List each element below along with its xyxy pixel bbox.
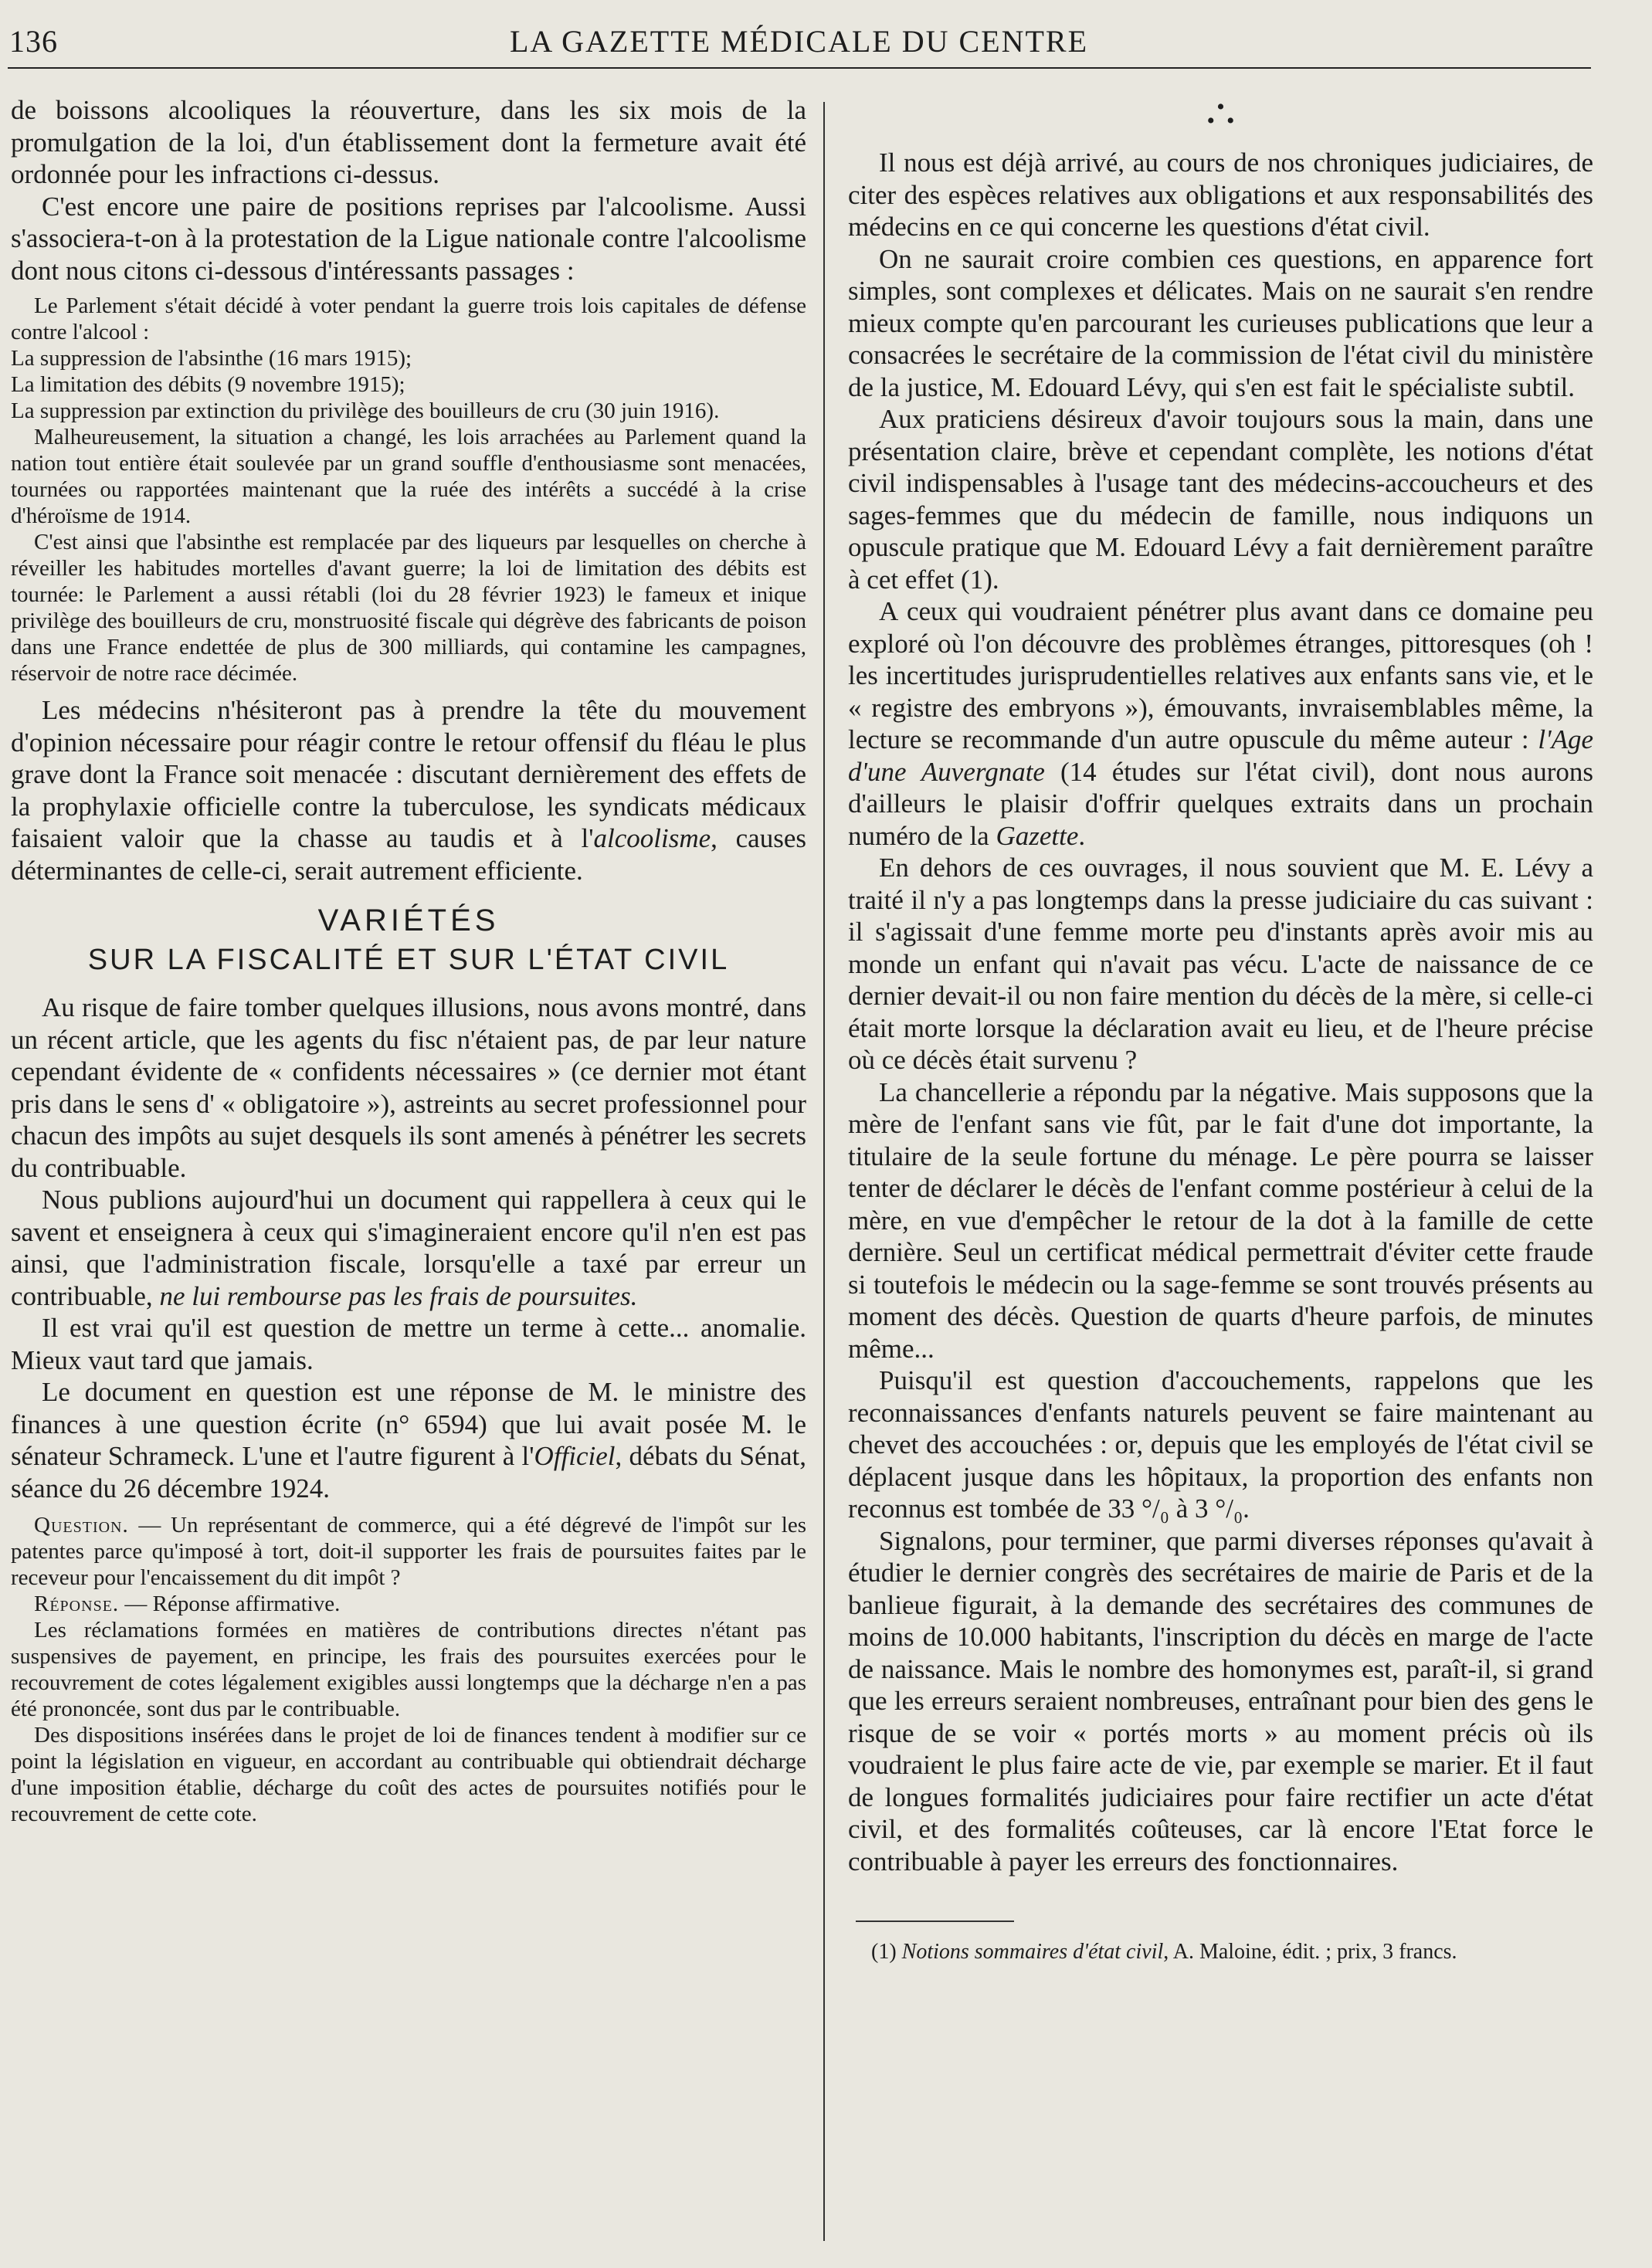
left-column <box>11 94 806 1827</box>
quote-intro: Le Parlement s'était décidé à voter pendant la guerre trois lois capitales de défense contre l'alcool : <box>11 293 806 344</box>
quote-item-debits: La limitation des débits (9 novembre 1915); <box>11 372 405 397</box>
quote-malheureusement: Malheureusement, la situation a changé, les lois arrachées au Parlement quand la nation tout entière était soulevée par un grand souffle d'enthousiasme sont menacées, tournées ou rapportées maintenant que la ruée des intérêts a succédé à la crise d'héroïsme de 1914. <box>11 425 806 528</box>
paragraph-officiel: Le document en question est une réponse de M. le ministre des finances à une question écrite (n° 6594) que lui avait posée M. le sénateur Schrameck. L'une et l'autre figurent à l'Officiel, débats du Sénat, séance du 26 décembre 1924. <box>11 1377 806 1504</box>
page-header <box>0 0 1652 71</box>
paragraph-continuation: de boissons alcooliques la réouverture, dans les six mois de la promulgation de la loi, d'un établissement dont la fermeture avait été ordonnée pour les infractions ci-dessus. <box>11 95 806 189</box>
separator-asterism <box>848 94 1593 147</box>
answer-paragraph: Réponse. — Réponse affirmative. <box>34 1592 341 1616</box>
answer-label: Réponse. <box>34 1592 120 1616</box>
asterism-top-dot: • <box>1216 94 1225 120</box>
paragraph-chroniques: Il nous est déjà arrivé, au cours de nos chroniques judiciaires, de citer des espèces relatives aux obligations et aux responsabilités des médecins en ce qui concerne les questions d'état civil. <box>848 147 1593 242</box>
question-paragraph: Question. — Un représentant de commerce, qui a été dégrevé de l'impôt sur les patentes parce qu'imposé à tort, doit-il supporter les frais de poursuites faites par le receveur pour l'encaissement du dit impôt ? <box>11 1513 806 1590</box>
paragraph-praticiens: Aux praticiens désireux d'avoir toujours sous la main, dans une présentation claire, brève et cependant complète, les notions d'état civil indispensables à l'usage tant des médecins-accoucheurs et des sages-femmes que du médecin de famille, nous indiquons un opuscule pratique que M. Edouard Lévy a fait dernièrement paraître à cet effet (1). <box>848 404 1593 595</box>
page-number: 136 <box>9 24 58 59</box>
quote-item-bouilleurs: La suppression par extinction du privilège des bouilleurs de cru (30 juin 1916). <box>11 398 720 423</box>
paragraph-document: Nous publions aujourd'hui un document qui rappellera à ceux qui le savent et enseignera à ceux qui s'imagineraient encore qu'il n'en est pas ainsi, que l'administration fiscale, lorsqu'elle a taxé par erreur un contribuable, ne lui rembourse pas les frais de poursuites. <box>11 1185 806 1311</box>
emphasis-alcoolisme: alcoolisme <box>593 823 711 853</box>
section-subtitle: SUR LA FISCALITÉ ET SUR L'ÉTAT CIVIL <box>87 944 730 976</box>
paragraph-anomalie: Il est vrai qu'il est question de mettre un terme à cette... anomalie. Mieux vaut tard que jamais. <box>11 1313 806 1375</box>
paragraph-signalons: Signalons, pour terminer, que parmi diverses réponses qu'avait à étudier le dernier congrès des secrétaires de mairie de Paris et de la banlieue figurait, à la demande des secrétaires des communes de moins de 10.000 habitants, l'inscription du décès en marge de l'acte de naissance. Mais le nombre des homonymes est, paraît-il, si grand que les erreurs seraient nombreuses, entraînant pour bien des gens le risque de se voir « portés morts » au moment précis où ils voudraient le plus faire acte de vie, par exemple se marier. Et il faut de longues formalités judiciaires pour faire rectifier un acte d'état civil, et des formalités coûteuses, car là encore l'Etat force le contribuable à payer les erreurs des fonctionnaires. <box>848 1525 1593 1876</box>
emphasis-frais: ne lui rembourse pas les frais de poursuites. <box>159 1280 638 1311</box>
paragraph-chancellerie: La chancellerie a répondu par la négative. Mais supposons que la mère de l'enfant sans vie fût, par le fait d'une dot importante, la titulaire de la seule fortune du ménage. Le père pourra se laisser tenter de déclarer le décès de l'enfant comme postérieur à celui de la mère, en vue d'empêcher le retour de la dot à la famille de cette dernière. Seul un certificat médical permettrait d'éviter cette fraude si toutefois le médecin ou la sage-femme se sont trouvés présents au moment des décès. Question de quarts d'heure parfois, de minutes même... <box>848 1076 1593 1364</box>
ligue-quotation <box>11 293 806 687</box>
paragraph-medecins: Les médecins n'hésiteront pas à prendre la tête du mouvement d'opinion nécessaire pour réagir contre le retour offensif du fléau le plus grave dont la France soit menacée : discutant dernièrement des effets de la prophylaxie officielle contre la tuberculose, les syndicats médicaux faisaient valoir que la chasse au taudis et à l'alcoolisme, causes déterminantes de celle-ci, serait autrement efficiente. <box>11 695 806 886</box>
paragraph-alcoholism: C'est encore une paire de positions reprises par l'alcoolisme. Aussi s'associera-t-on à la protestation de la Ligue nationale contre l'alcoolisme dont nous citons ci-dessous d'intéressants passages : <box>11 191 806 286</box>
column-divider <box>823 102 825 2241</box>
question-label: Question. <box>34 1513 129 1537</box>
asterism-bottom-dots: • • <box>1206 108 1235 134</box>
paragraph-accouchements: Puisqu'il est question d'accouchements, rappelons que les reconnaissances d'enfants naturels peuvent se faire maintenant au chevet des accouchées : or, depuis que les employés de l'état civil se déplacent jusque dans les hôpitaux, la proportion des enfants non reconnus est tombée de 33 °/₀ à 3 °/₀. <box>848 1365 1593 1524</box>
paragraph-illusions: Au risque de faire tomber quelques illusions, nous avons montré, dans un récent article, que les agents du fisc n'étaient pas, de par leur nature cependant évidente de « confidents nécessaires » (ce dernier mot étant pris dans le sens d' « obligatoire »), astreints au secret professionnel pour chacun des impôts au sujet desquels ils sont amenés à pénétrer les secrets du contribuable. <box>11 992 806 1183</box>
footnote-rule <box>856 1921 1014 1922</box>
paragraph-cas-suivant: En dehors de ces ouvrages, il nous souvient que M. E. Lévy a traité il n'y a pas longtemps dans la presse judiciaire du cas suivant : il s'agissait d'une femme morte peu d'instants après avoir mis au monde un enfant qui n'avait pas vécu. L'acte de naissance de ce dernier devait-il ou non faire mention du décès de la mère, si celle-ci était morte lorsque la déclaration avait eu lieu, et de l'heure précise où ce décès était survenu ? <box>848 853 1593 1075</box>
running-title: LA GAZETTE MÉDICALE DU CENTRE <box>510 24 1089 59</box>
emphasis-auvergnate: l'Age d'une Auvergnate <box>848 724 1593 787</box>
quote-absinthe-remplacee: C'est ainsi que l'absinthe est remplacée par des liqueurs par lesquelles on cherche à réveiller les habitudes mortelles d'avant guerre; la loi de limitation des débits est tournée: le Parlement a aussi rétabli (loi du 28 février 1923) le fameux et inique privilège des bouilleurs de cru, monstruosité fiscale qui dégrève des fabricants de poison dans une France endettée de plus de 300 milliards, qui contamine les campagnes, réservoir de notre race décimée. <box>11 530 806 686</box>
section-title: VARIÉTÉS <box>317 903 500 937</box>
footnote-title: Notions sommaires d'état civil <box>901 1940 1164 1964</box>
quote-item-absinthe: La suppression de l'absinthe (16 mars 1915); <box>11 346 412 371</box>
emphasis-officiel: Officiel <box>534 1441 616 1471</box>
right-column <box>848 94 1593 1965</box>
answer-dispositions: Des dispositions insérées dans le projet de loi de finances tendent à modifier sur ce point la législation en vigueur, en accordant au contribuable qui obtiendrait décharge d'une imposition établie, décharge du coût des actes de poursuites notifiés pour le recouvrement de cette cote. <box>11 1723 806 1826</box>
footnote: (1) Notions sommaires d'état civil, A. Maloine, édit. ; prix, 3 francs. <box>871 1940 1457 1964</box>
header-rule <box>8 67 1591 69</box>
question-answer-block <box>11 1512 806 1827</box>
answer-reclamations: Les réclamations formées en matières de contributions directes n'étant pas suspensives de payement, en principe, les frais des poursuites exercées pour le recouvrement de cotes légalement exigibles aussi longtemps que la décharge n'en a pas été prononcée, sont dus par le contribuable. <box>11 1618 806 1721</box>
emphasis-gazette: Gazette <box>996 820 1079 851</box>
paragraph-questions: On ne saurait croire combien ces questions, en apparence fort simples, sont complexes et délicates. Mais on ne saurait s'en rendre mieux compte qu'en parcourant les curieuses publications que leur a consacrées le secrétaire de la commission de l'état civil du ministère de la justice, M. Edouard Lévy, qui s'en est fait le spécialiste subtil. <box>848 243 1593 402</box>
paragraph-auvergnate: A ceux qui voudraient pénétrer plus avant dans ce domaine peu exploré où l'on découvre des problèmes étranges, pittoresques (oh ! les incertitudes jurisprudentielles relatives aux enfants sans vie, et le « registre des embryons »), émouvants, invraisemblables même, la lecture se recommande d'un autre opuscule du même auteur : l'Age d'une Auvergnate (14 études sur l'état civil), dont nous aurons d'ailleurs le plaisir d'offrir quelques extraits dans un prochain numéro de la Gazette. <box>848 596 1593 851</box>
